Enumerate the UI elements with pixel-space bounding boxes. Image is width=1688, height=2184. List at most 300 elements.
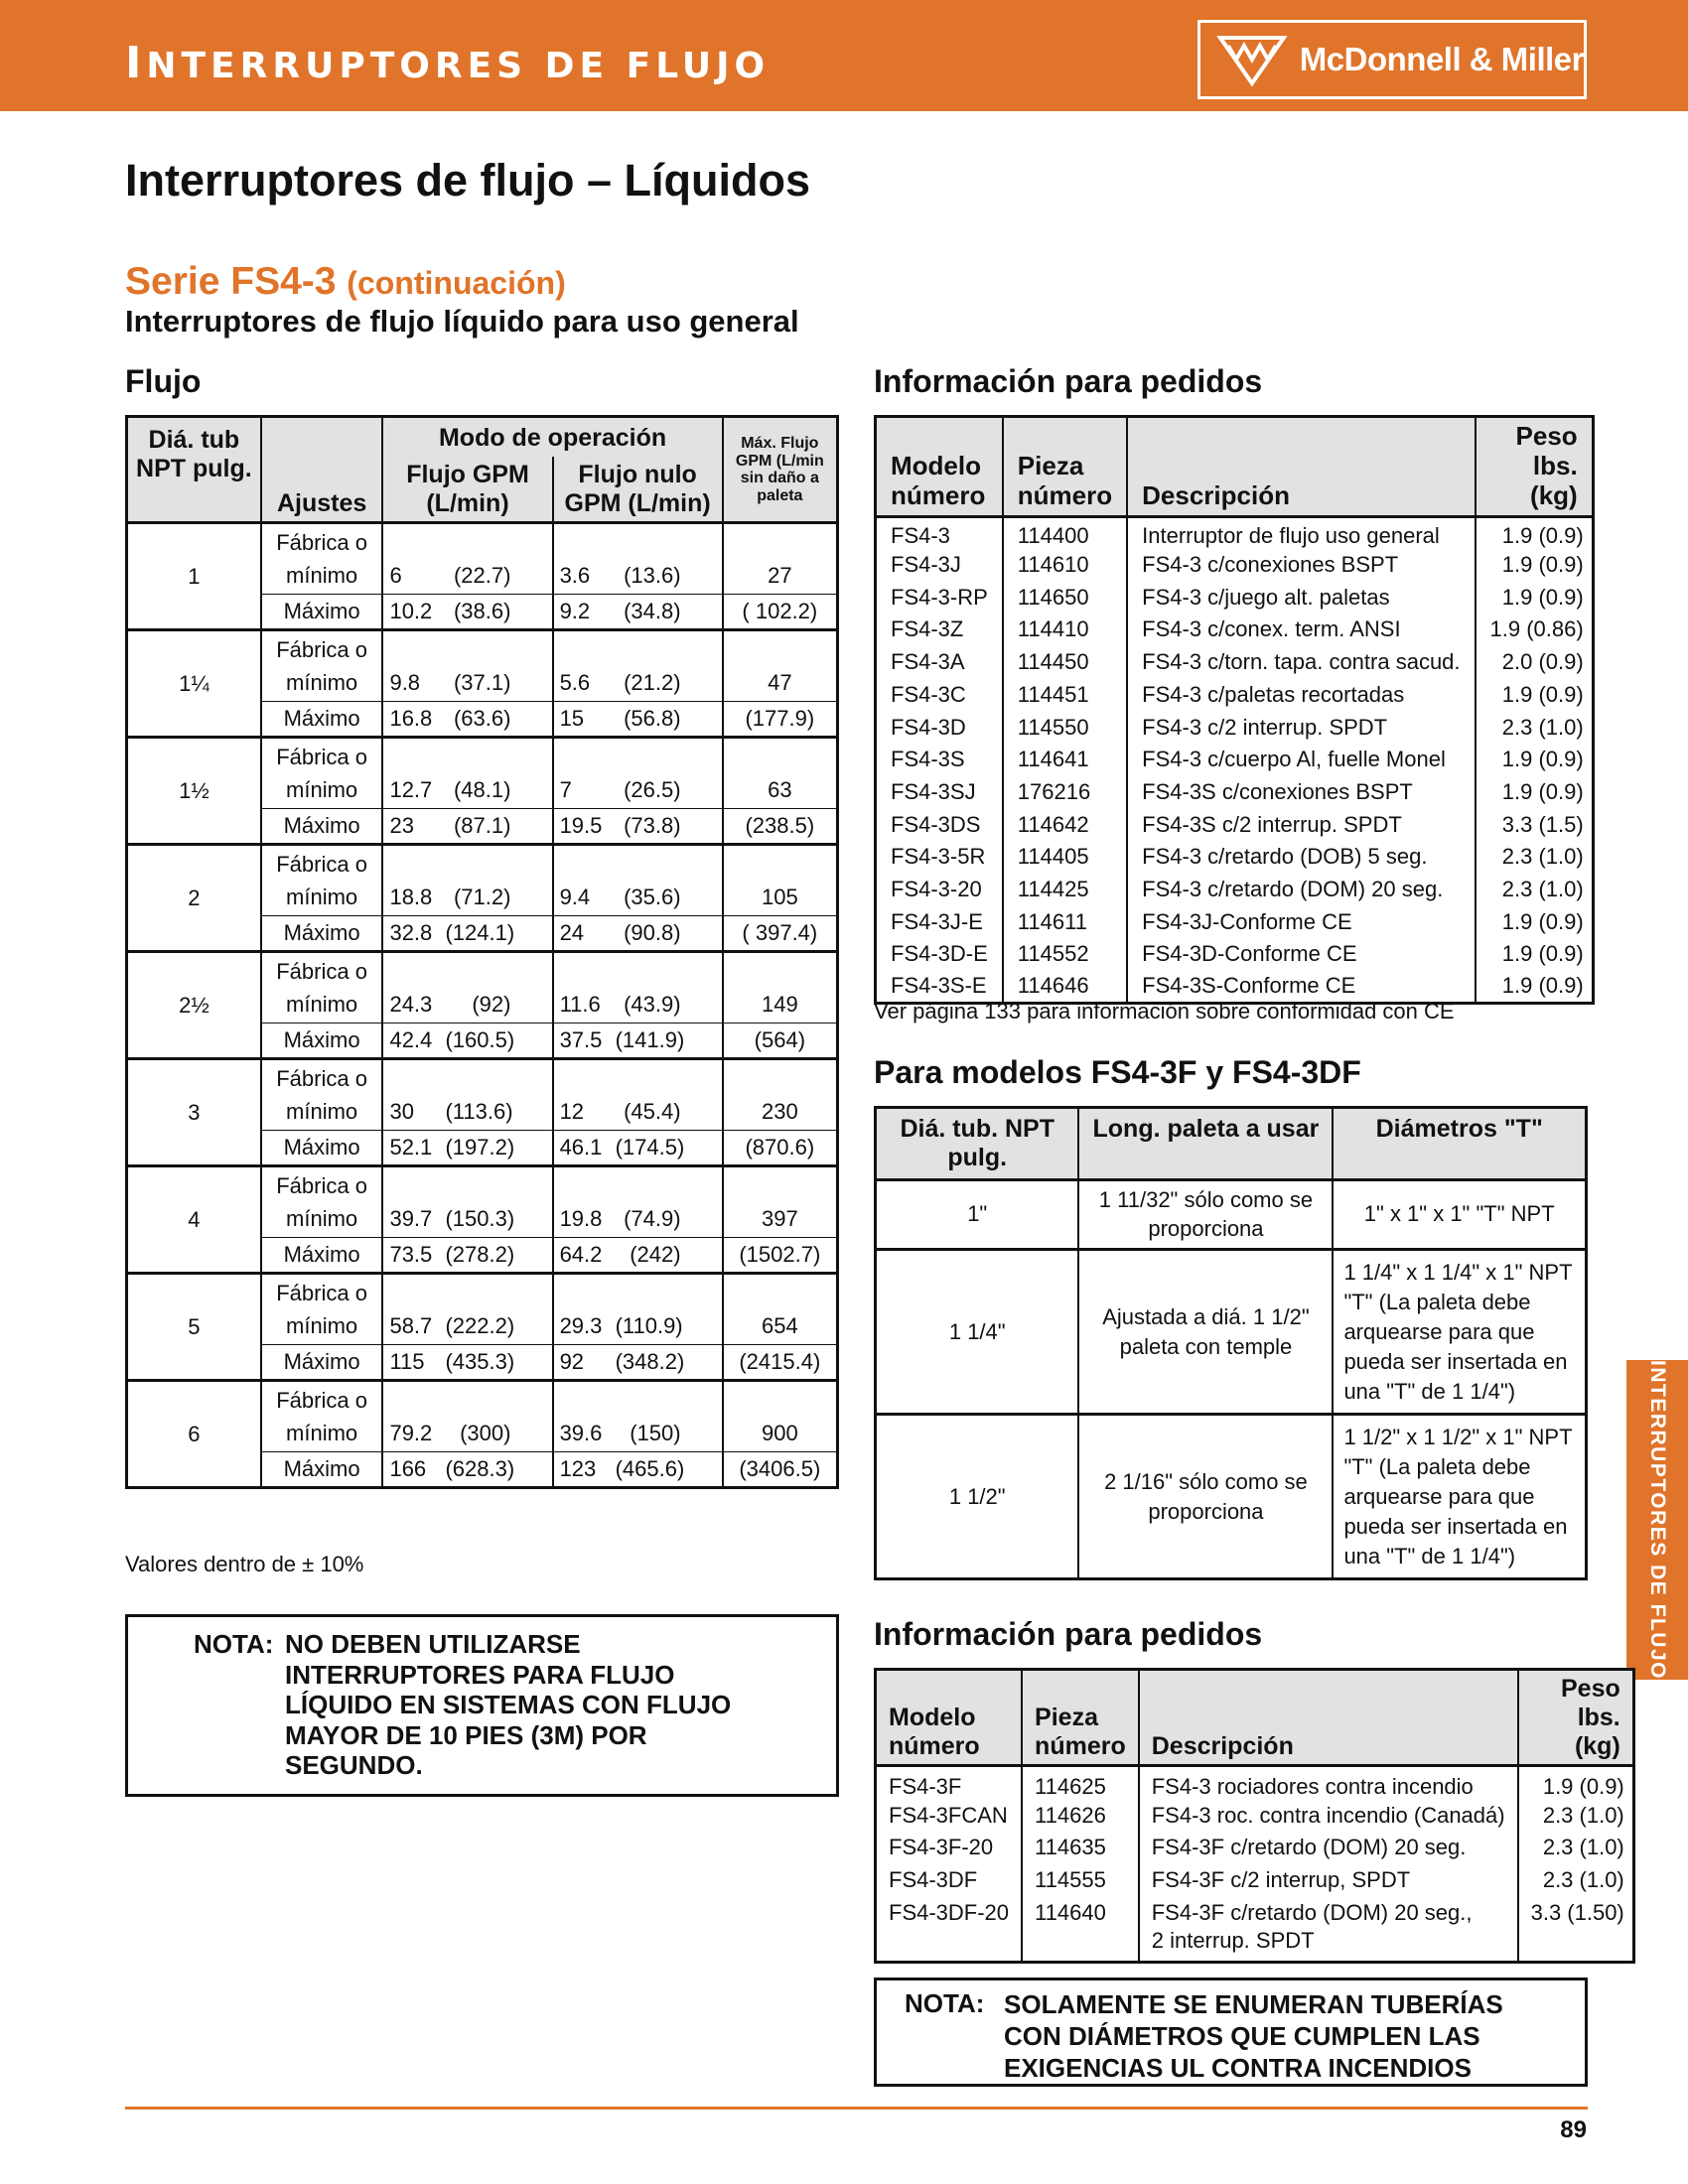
flow-blank [723,1059,838,1095]
order-row [876,841,1594,874]
orders-section-title: Información para pedidos [874,363,1263,399]
flow-min-flujo [382,773,552,809]
flow-value: 166 [389,1456,427,1482]
flow-max-gpm: 397 [723,1202,838,1238]
flow-value: 46.1 [559,1135,603,1160]
flow-value: 115 [389,1349,425,1375]
orders2-section-title: Información para pedidos [874,1616,1263,1652]
mm-logo-icon [1216,32,1288,87]
flow-row [127,952,838,988]
flow-value: 19.8 [559,1206,603,1232]
flow-row [127,845,838,881]
flow-value-l: (242) [630,1242,681,1268]
flow-fab-label: Fábrica o [261,1166,383,1202]
order-modelo: FS4-3-RP [891,584,988,610]
flow-blank [382,845,552,881]
flow-fab-label: Fábrica o [261,738,383,773]
flow-max-gpm-l: (564) [723,1024,838,1059]
orders-header-peso: Peso lbs. (kg) [1476,417,1594,517]
flow-max-nulo [553,1452,723,1488]
order-row [876,1929,1634,1963]
flow-blank [723,952,838,988]
order-pieza: 114552 [1003,938,1127,971]
flow-value: 16.8 [389,706,433,732]
order-row [876,1864,1634,1897]
orders2-header-pieza: Pieza número [1022,1670,1139,1766]
flow-max-gpm-l: (3406.5) [723,1452,838,1488]
flow-min-label: mínimo [261,1417,383,1452]
flow-value-l: (278.2) [445,1242,515,1268]
flow-min-nulo [553,1417,723,1452]
nota-ul-line: EXIGENCIAS UL CONTRA INCENDIOS [1004,2053,1472,2083]
flow-blank [382,630,552,666]
flow-value-l: (110.9) [615,1313,683,1339]
flow-max-label: Máximo [261,916,383,952]
order-modelo: FS4-3DF-20 [889,1899,1010,1925]
flow-blank [382,1059,552,1095]
flow-max-label: Máximo [261,1024,383,1059]
flow-value-l: (38.6) [453,599,511,624]
order-modelo: FS4-3SJ [891,778,976,804]
order-peso: 2.3 (1.0) [1518,1832,1634,1864]
order-pieza: 114451 [1003,679,1127,712]
order-pieza: 114611 [1003,905,1127,938]
flow-value-l: (150.3) [445,1206,515,1232]
models-header-dia: Diá. tub. NPT pulg. [876,1108,1079,1180]
nota-flujo-text [285,1629,731,1781]
order-pieza: 114626 [1022,1799,1139,1832]
flow-value-l: (21.2) [624,670,681,696]
flow-max-flujo [382,916,552,952]
flow-blank [723,845,838,881]
order-desc: FS4-3F c/2 interrup, SPDT [1139,1864,1518,1897]
flow-value: 30 [389,1099,414,1125]
flow-max-label: Máximo [261,1452,383,1488]
flow-blank [553,738,723,773]
flow-max-gpm: 27 [723,559,838,595]
models-header-long: Long. paleta a usar [1078,1108,1333,1180]
order-row [876,808,1594,841]
order-desc: FS4-3S-Conforme CE [1127,971,1475,1004]
flow-dia: 1 [127,523,261,630]
flow-blank [553,1274,723,1309]
order-desc: FS4-3 c/retardo (DOM) 20 seg. [1127,874,1475,906]
models-long: 2 1/16" sólo como se proporciona [1078,1415,1333,1579]
flow-max-gpm: 654 [723,1309,838,1345]
flow-max-label: Máximo [261,1238,383,1274]
order-row [876,549,1594,582]
order-peso: 1.9 (0.9) [1476,549,1594,582]
flow-min-flujo [382,666,552,702]
flow-max-gpm-l: (870.6) [723,1131,838,1166]
flow-min-flujo [382,881,552,916]
models-row [876,1179,1587,1250]
flow-max-nulo [553,1238,723,1274]
footer-rule [125,2107,1588,2110]
order-row [876,614,1594,646]
flow-blank [723,1166,838,1202]
models-dia: 1 1/2" [876,1415,1079,1579]
order-desc: FS4-3S c/conexiones BSPT [1127,776,1475,809]
order-pieza: 114642 [1003,808,1127,841]
flow-blank [553,1381,723,1417]
brand-logo [1197,20,1587,99]
order-row [876,938,1594,971]
flow-blank [723,1274,838,1309]
order-pieza: 114650 [1003,582,1127,614]
flow-max-label: Máximo [261,809,383,845]
flow-max-flujo [382,702,552,738]
flow-value-l: (45.4) [624,1099,681,1125]
flow-min-flujo [382,1202,552,1238]
order-peso: 1.9 (0.9) [1476,582,1594,614]
flow-min-nulo [553,881,723,916]
flow-max-flujo [382,1452,552,1488]
flow-value: 37.5 [559,1027,603,1053]
order-pieza: 114610 [1003,549,1127,582]
orders-header-pieza: Pieza número [1003,417,1127,517]
flow-value: 10.2 [389,599,433,624]
flow-blank [723,523,838,559]
flow-value: 24.3 [389,992,433,1018]
nota-flujo-line: NO DEBEN UTILIZARSE [285,1629,581,1659]
flow-row [127,1166,838,1202]
flow-value: 12 [559,1099,585,1125]
orders2-header-modelo: Modelo número [876,1670,1023,1766]
models-header-diam: Diámetros "T" [1333,1108,1586,1180]
flow-max-gpm: 105 [723,881,838,916]
models-row [876,1415,1587,1579]
order-peso [1518,1929,1634,1963]
order-row [876,1766,1634,1800]
order-row [876,776,1594,809]
flow-blank [723,630,838,666]
flow-value-l: (160.5) [445,1027,515,1053]
flow-value: 6 [389,563,402,589]
order-row [876,905,1594,938]
order-desc: FS4-3J-Conforme CE [1127,905,1475,938]
header-title: INTERRUPTORES DE FLUJO [125,38,771,88]
orders-table [874,415,1595,1005]
order-modelo: FS4-3J [891,552,961,578]
flow-dia: 1½ [127,738,261,845]
nota-flujo-label: NOTA: [194,1629,274,1659]
order-modelo: FS4-3D-E [891,941,988,967]
order-pieza: 176216 [1003,776,1127,809]
order-row [876,516,1594,549]
flow-max-label: Máximo [261,595,383,630]
flow-value: 12.7 [389,777,433,803]
nota-ul-label: NOTA: [905,1988,985,2018]
order-modelo: FS4-3FCAN [889,1802,1008,1828]
flow-max-gpm-l: (2415.4) [723,1345,838,1381]
flow-value: 64.2 [559,1242,603,1268]
order-pieza: 114450 [1003,646,1127,679]
flow-min-label: mínimo [261,1309,383,1345]
flow-value-l: (63.6) [453,706,511,732]
flow-fab-label: Fábrica o [261,1059,383,1095]
flow-dia: 2 [127,845,261,952]
order-peso: 1.9 (0.9) [1518,1766,1634,1800]
flow-header-max: Máx. Flujo GPM (L/min sin daño a paleta [723,417,838,523]
order-peso: 2.3 (1.0) [1518,1799,1634,1832]
order-modelo: FS4-3DF [889,1867,978,1893]
flow-value-l: (174.5) [615,1135,685,1160]
flow-value-l: (37.1) [453,670,511,696]
orders-header-desc: Descripción [1127,417,1475,517]
models-table [874,1106,1588,1580]
order-pieza: 114410 [1003,614,1127,646]
flow-value: 9.2 [559,599,591,624]
flow-blank [553,845,723,881]
flow-max-flujo [382,1131,552,1166]
orders2-header-desc: Descripción [1139,1670,1518,1766]
flow-value-l: (90.8) [624,920,681,946]
flow-blank [723,1381,838,1417]
order-modelo: FS4-3F [889,1774,962,1800]
flow-value: 123 [559,1456,597,1482]
order-desc: FS4-3 c/juego alt. paletas [1127,582,1475,614]
flow-header-flujo-nulo: Flujo nulo GPM (L/min) [553,457,723,523]
order-row [876,582,1594,614]
flow-fab-label: Fábrica o [261,523,383,559]
order-modelo: FS4-3S-E [891,973,987,999]
nota-ul-box [874,1978,1588,2087]
flow-value-l: (34.8) [624,599,681,624]
flow-value-l: (141.9) [615,1027,685,1053]
flow-value: 42.4 [389,1027,433,1053]
flow-min-flujo [382,1309,552,1345]
order-peso: 1.9 (0.9) [1476,744,1594,776]
page-title: Interruptores de flujo – Líquidos [125,155,811,205]
flow-value: 19.5 [559,813,603,839]
flow-header-flujo: Flujo GPM (L/min) [382,457,552,523]
flow-value-l: (43.9) [624,992,681,1018]
flow-min-nulo [553,773,723,809]
order-modelo: FS4-3DS [891,811,981,837]
series-title: Serie FS4-3 (continuación) [125,260,566,303]
order-peso: 1.9 (0.9) [1476,776,1594,809]
order-modelo: FS4-3S [891,747,965,772]
flow-value: 3.6 [559,563,591,589]
flow-value: 79.2 [389,1421,433,1446]
flow-header-dia: Diá. tub NPT pulg. [127,417,261,523]
order-desc: FS4-3F c/retardo (DOM) 20 seg. [1139,1832,1518,1864]
order-desc: FS4-3 c/conexiones BSPT [1127,549,1475,582]
header-band [0,0,1688,111]
flow-min-label: mínimo [261,881,383,916]
order-desc: FS4-3F c/retardo (DOM) 20 seg., [1139,1897,1518,1930]
orders-header-modelo: Modelo número [876,417,1003,517]
flow-max-nulo [553,809,723,845]
nota-flujo-line: INTERRUPTORES PARA FLUJO [285,1659,675,1690]
order-pieza: 114405 [1003,841,1127,874]
flow-value-l: (56.8) [624,706,681,732]
order-row [876,646,1594,679]
flow-fab-label: Fábrica o [261,952,383,988]
flow-max-gpm-l: (1502.7) [723,1238,838,1274]
order-peso: 1.9 (0.9) [1476,679,1594,712]
order-modelo: FS4-3A [891,649,965,675]
flow-blank [553,1059,723,1095]
flow-value-l: (87.1) [453,813,511,839]
flow-value-l: (92) [472,992,511,1018]
flow-max-nulo [553,1345,723,1381]
nota-flujo-line: LÍQUIDO EN SISTEMAS CON FLUJO [285,1690,732,1719]
order-pieza: 114635 [1022,1832,1139,1864]
order-desc: FS4-3 c/cuerpo Al, fuelle Monel [1127,744,1475,776]
order-desc: FS4-3 c/torn. tapa. contra sacud. [1127,646,1475,679]
flow-value: 52.1 [389,1135,433,1160]
order-desc: 2 interrup. SPDT [1139,1929,1518,1963]
flow-blank [553,630,723,666]
flow-value-l: (74.9) [624,1206,681,1232]
flow-value-l: (71.2) [453,885,511,910]
order-modelo: FS4-3-5R [891,844,986,870]
flow-value: 29.3 [559,1313,603,1339]
flow-value-l: (48.1) [453,777,511,803]
flow-max-gpm: 149 [723,988,838,1024]
flow-max-flujo [382,809,552,845]
flow-tolerance-note: Valores dentro de ± 10% [125,1552,364,1576]
flow-blank [382,1381,552,1417]
flow-value: 9.4 [559,885,591,910]
flow-row [127,1381,838,1417]
order-desc: FS4-3 c/paletas recortadas [1127,679,1475,712]
order-modelo [876,1929,1023,1963]
flow-min-nulo [553,1309,723,1345]
flow-value-l: (348.2) [615,1349,685,1375]
order-row [876,1897,1634,1930]
flow-max-flujo [382,1024,552,1059]
nota-flujo-box [125,1614,839,1797]
flow-max-gpm: 900 [723,1417,838,1452]
flow-blank [723,738,838,773]
orders2-header-peso: Peso lbs. (kg) [1518,1670,1634,1766]
flow-min-label: mínimo [261,1095,383,1131]
flow-max-gpm: 63 [723,773,838,809]
order-peso: 3.3 (1.50) [1518,1897,1634,1930]
flow-value: 32.8 [389,920,433,946]
flow-dia: 3 [127,1059,261,1166]
models-diam: 1" x 1" x 1" "T" NPT [1333,1179,1586,1250]
flow-value: 39.7 [389,1206,433,1232]
nota-ul-line: CON DIÁMETROS QUE CUMPLEN LAS [1004,2021,1480,2051]
flow-min-flujo [382,988,552,1024]
flow-value-l: (113.6) [445,1099,513,1125]
models-row [876,1250,1587,1415]
flow-min-label: mínimo [261,988,383,1024]
flow-dia: 2½ [127,952,261,1059]
flow-min-flujo [382,559,552,595]
models-section-title: Para modelos FS4-3F y FS4-3DF [874,1054,1361,1090]
flow-max-nulo [553,1131,723,1166]
order-pieza: 114641 [1003,744,1127,776]
order-peso: 1.9 (0.86) [1476,614,1594,646]
order-pieza: 114555 [1022,1864,1139,1897]
flow-min-label: mínimo [261,773,383,809]
flow-value-l: (150) [630,1421,681,1446]
order-row [876,1799,1634,1832]
order-peso: 1.9 (0.9) [1476,938,1594,971]
flow-min-nulo [553,988,723,1024]
order-desc: Interruptor de flujo uso general [1127,516,1475,549]
flow-value-l: (13.6) [624,563,681,589]
flow-fab-label: Fábrica o [261,1381,383,1417]
flow-value-l: (73.8) [624,813,681,839]
flow-blank [382,952,552,988]
flow-blank [553,952,723,988]
order-modelo: FS4-3Z [891,616,964,642]
order-peso: 2.3 (1.0) [1476,711,1594,744]
nota-ul-line: SOLAMENTE SE ENUMERAN TUBERÍAS [1004,1989,1503,2019]
side-tab: INTERRUPTORES DE FLUJO [1626,1360,1688,1680]
flow-blank [382,738,552,773]
flow-min-label: mínimo [261,1202,383,1238]
order-pieza: 114550 [1003,711,1127,744]
flow-min-flujo [382,1417,552,1452]
flow-value-l: (435.3) [445,1349,515,1375]
flow-min-nulo [553,1202,723,1238]
models-dia: 1 1/4" [876,1250,1079,1415]
flow-fab-label: Fábrica o [261,630,383,666]
nota-flujo-line: SEGUNDO. [285,1750,423,1780]
flow-value: 11.6 [559,992,601,1018]
flow-blank [382,1166,552,1202]
page-number: 89 [1560,2116,1587,2143]
order-row [876,874,1594,906]
flow-min-nulo [553,666,723,702]
models-long: 1 11/32" sólo como se proporciona [1078,1179,1333,1250]
flow-header-ajustes: Ajustes [261,417,383,523]
models-dia: 1" [967,1201,988,1227]
order-pieza: 114425 [1003,874,1127,906]
flow-max-label: Máximo [261,702,383,738]
flow-min-label: mínimo [261,666,383,702]
flow-max-nulo [553,595,723,630]
order-modelo: FS4-3C [891,681,966,707]
order-row [876,711,1594,744]
order-desc: FS4-3D-Conforme CE [1127,938,1475,971]
order-peso: 2.0 (0.9) [1476,646,1594,679]
flow-value: 58.7 [389,1313,433,1339]
orders2-table [874,1668,1635,1964]
flow-fab-label: Fábrica o [261,1274,383,1309]
order-peso: 2.3 (1.0) [1476,841,1594,874]
order-modelo: FS4-3F-20 [889,1835,994,1860]
flow-dia: 6 [127,1381,261,1488]
series-subtitle: Interruptores de flujo líquido para uso general [125,304,799,339]
order-row [876,679,1594,712]
flow-fab-label: Fábrica o [261,845,383,881]
flow-min-flujo [382,1095,552,1131]
flow-value: 15 [559,706,585,732]
flow-row [127,630,838,666]
order-modelo: FS4-3D [891,714,966,740]
order-pieza: 114646 [1003,971,1127,1004]
order-desc: FS4-3 rociadores contra incendio [1139,1766,1518,1800]
flow-blank [382,523,552,559]
order-desc: FS4-3S c/2 interrup. SPDT [1127,808,1475,841]
order-peso: 2.3 (1.0) [1518,1864,1634,1897]
nota-flujo-line: MAYOR DE 10 PIES (3M) POR [285,1719,647,1750]
flow-dia: 5 [127,1274,261,1381]
flow-value-l: (22.7) [453,563,511,589]
order-pieza: 114640 [1022,1897,1139,1930]
flow-max-label: Máximo [261,1131,383,1166]
flow-max-gpm: 230 [723,1095,838,1131]
order-pieza: 114625 [1022,1766,1139,1800]
